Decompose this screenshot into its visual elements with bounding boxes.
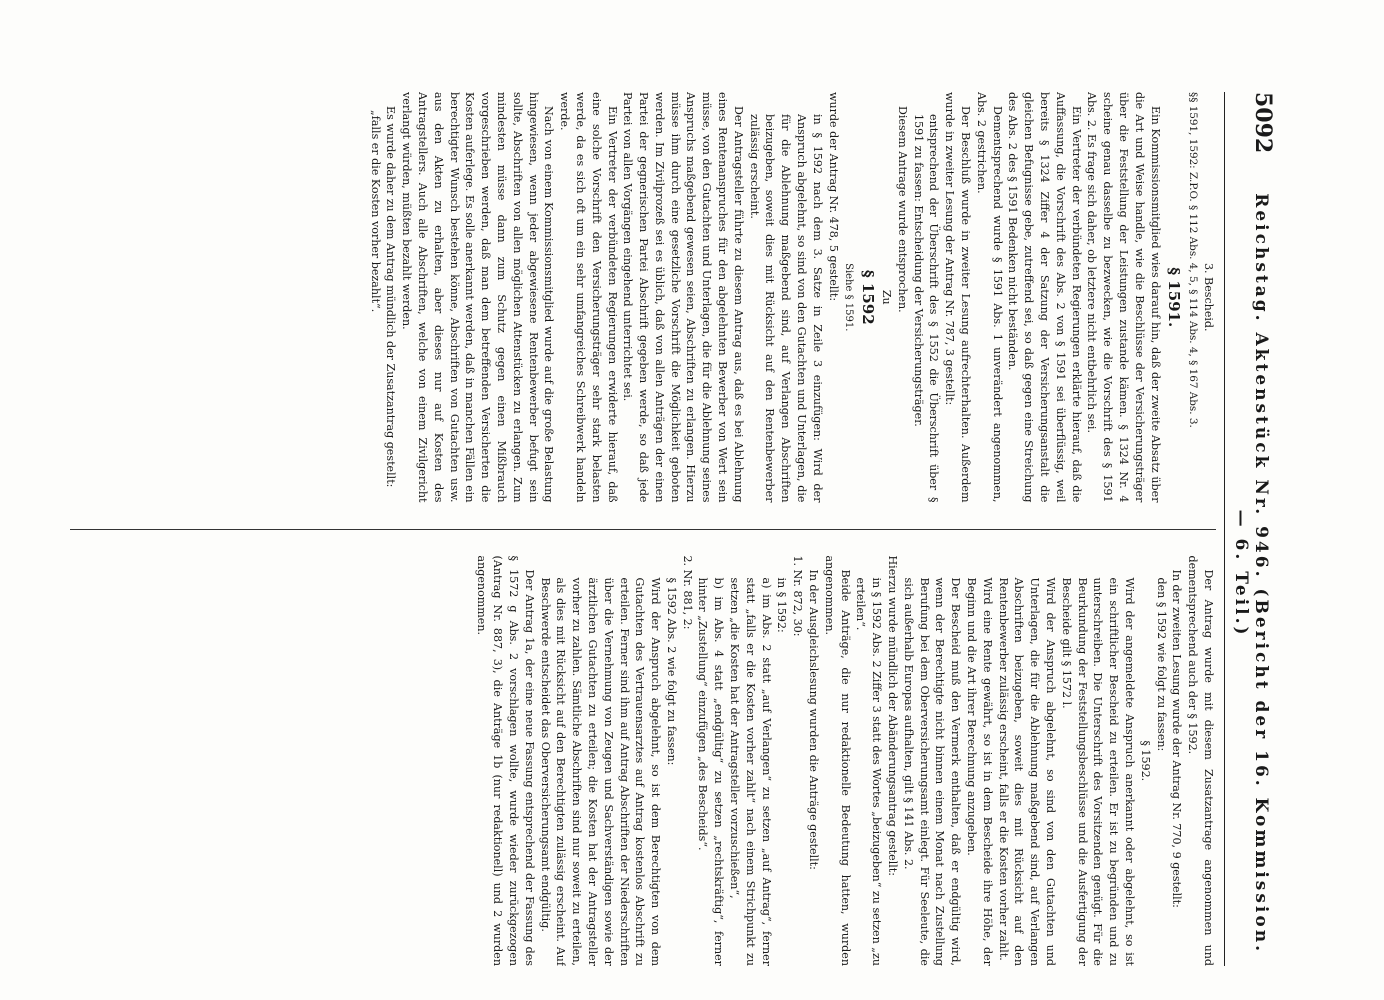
section-1592: § 1592: [859, 269, 878, 325]
paragraph: in § 1592 Abs. 2 Ziffer 3 statt des Wortes „beizugeben“ zu setzen „zu erteilen“.: [854, 577, 884, 966]
page-title: Reichstag. Aktenstück Nr. 946. (Bericht der 16. Kommission. — 6. Teil.): [1231, 193, 1271, 955]
paragraph: Beide Anträge, die nur redaktionelle Bedeutung hatten, wurden angenommen.: [822, 555, 852, 966]
paragraph: In der Ausgleichslesung wurden die Anträge gestellt:: [807, 569, 821, 870]
paragraph: Der Antrag 1a, der eine neue Fassung entsprechend der Fassung des § 1572 g Abs. 2 vorschlagen wollte, wurde wieder zurückgezogen (Antrag Nr. 887, 3), die Anträge 1b (nur redaktionell) und 2 wurden angenommen.: [475, 555, 536, 966]
paragraph: wurde der Antrag Nr. 478, 5 gestellt:: [826, 92, 840, 302]
paragraph: Wird der Anspruch abgelehnt, so sind von den Gutachten und Unterlagen, die für die Ablehnung maßgebend sind, auf Verlangen Abschriften beizugeben, soweit dies mit Rücksicht auf den Rentenbewerber zulässig erscheint, falls er die Kosten vorher zahlt.: [996, 577, 1058, 966]
list-item: b) im Abs. 4 statt „endgültig“ zu setzen „rechtskräftig“, ferner hinter „Zustellung“ einzufügen „des Bescheids“.: [696, 577, 726, 966]
paragraph: Dementsprechend wurde § 1591 Abs. 1 unverändert angenommen, Abs. 2 gestrichen.: [974, 92, 1004, 503]
paragraph: „falls er die Kosten vorher bezahlt“.: [368, 110, 382, 313]
paragraph: Ein Vertreter der verbündeten Regierungen erwiderte hierauf, daß eine solche Vorschrift den Versicherungsträger sehr stark belasten werde, da es sich oft um ein sehr umfangreiches Schreibwerk handeln werde.: [558, 92, 619, 503]
paragraph: Diesem Antrage wurde entsprochen.: [895, 106, 909, 313]
list-item: 2. Nr. 881, 2:: [680, 555, 694, 630]
paragraph: Es wurde daher zu dem Antrag mündlich der Zusatzantrag gestellt:: [384, 106, 398, 488]
paragraph: in § 1592 nach dem 3. Satze in Zeile 3 einzufügen: Wird der Anspruch abgelehnt, so sind von den Gutachten und Unterlagen, die für die Ablehnung maßgebend sind, auf Verlangen Abschriften beizugeben, soweit dies mit Rücksicht auf den Rentenbewerber zulässig erscheint.: [747, 114, 824, 503]
see-reference: Siehe § 1591.: [843, 263, 855, 332]
paragraph: entsprechend der Überschrift des § 1552 die Überschrift über § 1591 zu fassen: Entscheidung der Versicherungsträger.: [911, 114, 941, 503]
paragraph: in § 1592:: [775, 577, 789, 633]
paragraph: Wird der Anspruch abgelehnt, so ist dem Berechtigten von dem Gutachten des Vertrauensarztes auf Antrag kostenlos Abschrift zu erteilen. Ferner sind ihm auf Antrag Abschriften der Niederschriften über die Vernehmung von Zeugen und Sachverständigen sowie der ärztlichen Gutachten zu erteilen; die Kosten hat der Antragsteller vorher zu zahlen. Sämtliche Abschriften sind nur soweit zu erteilen, als dies mit Rücksicht auf den Berechtigten zulässig erscheint. Auf Beschwerde entscheidet das Oberversicherungsamt endgültig.: [538, 577, 663, 966]
paragraph: Nach von einem Kommissionsmitglied wurde auf die große Belastung hingewiesen, wenn jeder abgewiesene Rentenbewerber befugt sein sollte, Abschriften von allen möglichen Attenstücken zu erlangen. Zum mindesten müsse dann zum Schutz gegen einen Mißbrauch vorgeschrieben werden, daß man dem betreffenden Versicherten die Kosten auferlege. Es solle anerkannt werden, daß in manchen Fällen ein berechtigter Wunsch bestehen könne, Abschriften von Gutachten usw. aus den Akten zu erhalten, aber dieses nur auf Kosten des Antragstellers. Auch alle Abschriften, welche von einem Zivilgericht verlangt würden, müßten bezahlt werden.: [400, 92, 556, 503]
section-label: § 1592.: [1138, 740, 1152, 782]
page-header: [1224, 92, 1276, 966]
paragraph: Wird der angemeldete Anspruch anerkannt oder abgelehnt, so ist ein schriftlicher Bescheid zu erteilen. Er ist zu begründen und zu unterschreiben. Die Unterschrift des Vorsitzenden genügt. Für die Beurkundung der Feststellungsbeschlüsse und die Ausfertigung der Bescheide gilt § 1572 l.: [1059, 577, 1137, 966]
page-number: 5092: [1250, 92, 1276, 154]
paragraph: Der Beschluß wurde in zweiter Lesung aufrechterhalten. Außerdem wurde in zweiter Lesung der Antrag Nr. 787, 3 gestellt:: [943, 92, 973, 503]
paragraph: Der Antrag wurde mit diesem Zusatzantrage angenommen und dementsprechend auch der § 1592.: [1186, 555, 1215, 966]
section-heading: 3. Bescheid.: [1202, 262, 1215, 332]
paragraph: Der Bescheid muß den Vermerk enthalten, daß er endgültig wird, wenn der Berechtigte nicht binnen einem Monat nach Zustellung Berufung bei dem Oberversicherungsamt einlegt. Für Seeleute, die sich außerhalb Europas aufhalten, gilt § 141 Abs. 2.: [901, 577, 963, 966]
zu-label: Zu: [880, 289, 894, 305]
paragraph: den § 1592 wie folgt zu fassen:: [1154, 577, 1168, 752]
section-1591: § 1591.: [1165, 267, 1184, 328]
left-column: [70, 92, 1216, 503]
paragraph: In der zweiten Lesung wurde der Antrag Nr. 770, 9 gestellt:: [1170, 569, 1184, 908]
paragraph: Der Antragsteller führte zu diesem Antrag aus, daß es bei Ablehnung eines Rentenanspruches für den abgelehnten Bewerber von Wert sein müsse, von den Gutachten und Unterlagen, die für die Ablehnung seines Anspruchs maßgebend gewesen seien, Abschriften zu erlangen. Hierzu müsse ihm durch eine gesetzliche Vorschrift die Möglichkeit geboten werden. Im Zivilprozeß sei es üblich, daß von allen Anträgen der einen Partei der gegnerischen Partei Abschrift gegeben werde, so daß jede Partei von allen Vorgängen eingehend unterrichtet sei.: [621, 92, 745, 503]
paragraph: Ein Vertreter der verbündeten Regierungen erklärte hierauf, daß die Auffassung, die Vorschrift des Abs. 2 von § 1591 sei überflüssig, weil bereits § 1324 Ziffer 4 der Satzung der Versicherungsanstalt die gleichen Befugnisse gebe, zutreffend sei, so daß gegen eine Streichung des Abs. 2 des § 1591 Bedenken nicht beständen.: [1006, 92, 1083, 503]
paragraph: Ein Kommissionsmitglied wies darauf hin, daß der zweite Absatz über die Art und Weise handle, wie die Beschlüsse der Versicherungsträger über die Feststellung der Leistungen zustande kämen. § 1324 Nr. 4 scheine genau dasselbe zu bezwecken, wie die Vorschrift des § 1591 Abs. 2. Es frage sich daher, ob letztere nicht entbehrlich sei.: [1085, 92, 1162, 503]
paragraph: § 1592 Abs. 2 wie folgt zu fassen:: [664, 577, 678, 766]
list-item: 1. Nr. 872, 30:: [791, 555, 805, 637]
list-item: a) im Abs. 2 statt „auf Verlangen“ zu setzen „auf Antrag“, ferner statt „falls er die Kosten vorher zahlt“ nach einem Strichpunkt zu setzen „die Kosten hat der Antragsteller vorzuschießen“,: [728, 577, 773, 966]
paragraph: Wird eine Rente gewährt, so ist in dem Bescheide ihre Höhe, der Beginn und die Art ihrer Berechnung anzugeben.: [965, 577, 994, 966]
paragraph: Hierzu wurde mündlich der Abänderungsantrag gestellt:: [886, 555, 900, 876]
column-divider: [70, 529, 1216, 530]
right-column: [70, 556, 1216, 967]
references: §§ 1591, 1592: Z.P.O. § 112 Abs. 4, 5, § 114 Abs. 4, § 167 Abs. 3.: [1187, 92, 1200, 428]
